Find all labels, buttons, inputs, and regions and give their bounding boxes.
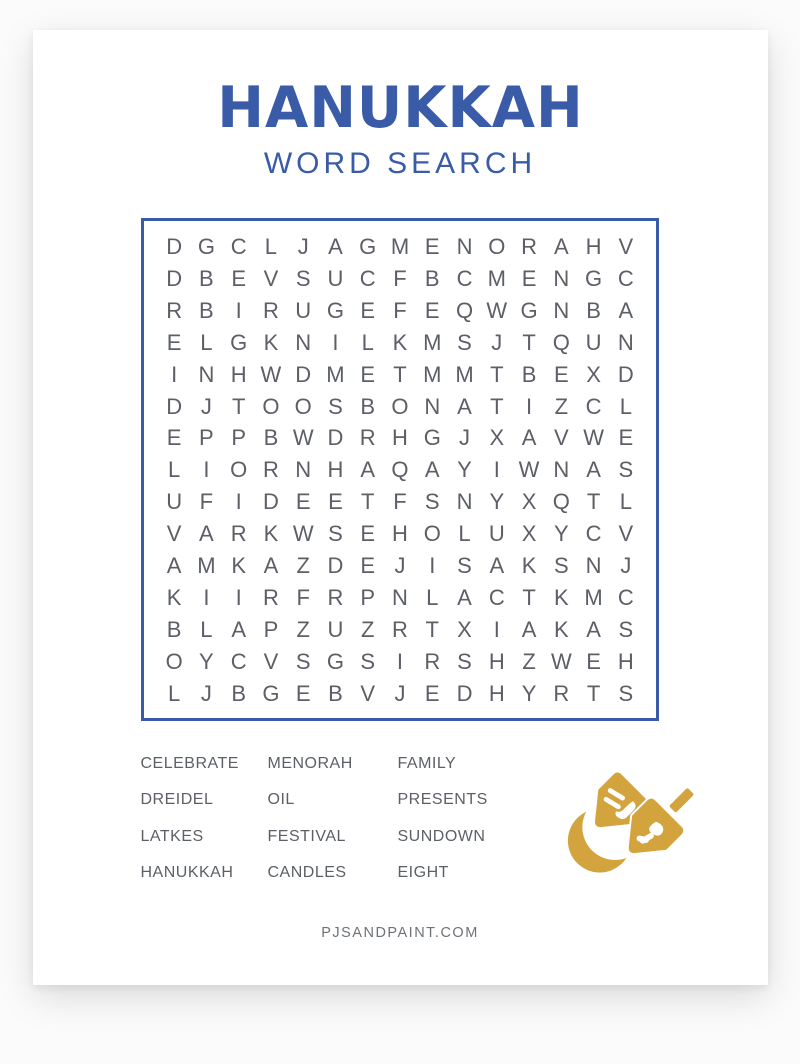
grid-letter: T — [490, 393, 504, 419]
grid-letter: C — [456, 265, 473, 291]
grid-letter: T — [231, 393, 246, 419]
grid-letter: N — [585, 553, 602, 579]
grid-letter: I — [235, 297, 242, 323]
grid-letter: Y — [457, 457, 472, 483]
grid-letter: V — [263, 648, 279, 674]
grid-letter: M — [455, 361, 474, 387]
grid-letter: K — [553, 584, 569, 610]
word-list-column-1 — [141, 755, 268, 901]
grid-letter: Y — [553, 521, 569, 547]
grid-letter: E — [231, 265, 246, 291]
grid-letter: I — [203, 584, 210, 610]
word-list-column-3 — [398, 755, 548, 901]
grid-letter: E — [360, 521, 376, 547]
grid-letter: P — [199, 425, 214, 451]
grid-letter: R — [262, 457, 279, 483]
dreidel-icon — [560, 751, 705, 891]
grid-letter: G — [585, 265, 603, 291]
grid-letter: I — [235, 584, 242, 610]
grid-letter: R — [166, 297, 183, 323]
grid-letter: A — [457, 584, 472, 610]
grid-letter: T — [393, 361, 407, 387]
grid-letter: D — [262, 489, 279, 515]
grid-letter: Z — [522, 648, 536, 674]
grid-letter: W — [518, 457, 540, 483]
grid-letter: L — [200, 329, 213, 355]
grid-letter: E — [553, 361, 569, 387]
grid-letter: J — [200, 393, 212, 419]
grid-letter: E — [586, 648, 601, 674]
grid-letter: B — [166, 616, 182, 642]
grid-letter: M — [423, 329, 442, 355]
grid-letter: W — [486, 297, 508, 323]
grid-letter: X — [457, 616, 472, 642]
grid-letter: R — [327, 584, 344, 610]
grid-letter: S — [360, 648, 376, 674]
grid-letter: A — [424, 457, 440, 483]
grid-letter: M — [326, 361, 345, 387]
grid-letter: V — [166, 521, 182, 547]
word-item: CANDLES — [267, 864, 347, 882]
grid-letter: K — [263, 329, 279, 355]
grid-letter: H — [488, 648, 505, 674]
grid-letter: U — [295, 297, 312, 323]
grid-letter: B — [263, 425, 279, 451]
grid-letter: A — [586, 457, 601, 483]
grid-letter: A — [360, 457, 376, 483]
grid-letter: D — [456, 680, 473, 706]
grid-letter: G — [262, 680, 280, 706]
grid-letter: F — [393, 265, 407, 291]
grid-letter: Z — [554, 393, 569, 419]
grid-letter: B — [360, 393, 376, 419]
grid-letter: F — [393, 297, 407, 323]
grid-letter: C — [585, 393, 602, 419]
word-item: DREIDEL — [140, 791, 214, 809]
grid-letter: O — [488, 234, 506, 259]
word-list-column-2 — [268, 755, 398, 901]
grid-letter: I — [171, 361, 178, 387]
grid-letter: N — [553, 297, 570, 323]
grid-letter: O — [294, 393, 312, 419]
grid-letter: M — [423, 361, 442, 387]
grid-letter: A — [586, 616, 601, 642]
grid-letter: D — [327, 553, 344, 579]
grid-letter: E — [166, 329, 182, 355]
grid-letter: K — [392, 329, 408, 355]
grid-letter: A — [328, 234, 343, 259]
grid-letter: A — [231, 616, 246, 642]
grid-letter: M — [390, 234, 410, 259]
grid-letter: T — [586, 680, 601, 706]
grid-letter: W — [292, 425, 314, 451]
grid-letter: N — [553, 457, 570, 483]
grid-letter: S — [328, 393, 343, 419]
grid-letter: M — [584, 584, 603, 610]
grid-letter: L — [264, 234, 278, 259]
grid-letter: V — [553, 425, 569, 451]
word-search-grid — [141, 218, 659, 721]
grid-letter: K — [263, 521, 279, 547]
grid-letter: U — [327, 265, 344, 291]
grid-letter: P — [231, 425, 246, 451]
grid-letter: Z — [361, 616, 375, 642]
grid-letter: H — [327, 457, 344, 483]
grid-letter: I — [525, 393, 533, 419]
grid-letter: H — [585, 234, 602, 259]
grid-letter: T — [425, 616, 439, 642]
grid-letter: Z — [296, 553, 310, 579]
grid-letter: S — [424, 489, 440, 515]
grid-letter: W — [292, 521, 314, 547]
grid-letter: G — [359, 234, 377, 259]
grid-letter: W — [550, 648, 572, 674]
grid-letter: R — [392, 616, 408, 642]
grid-letter: H — [617, 648, 634, 674]
grid-letter: J — [394, 553, 406, 579]
grid-letter: A — [521, 425, 537, 451]
grid-letter: W — [260, 361, 282, 387]
grid-letter: L — [619, 393, 632, 419]
grid-letter: N — [617, 329, 634, 355]
grid-letter: S — [457, 648, 472, 674]
footer-url: PJSANDPAINT.COM — [321, 924, 479, 941]
grid-letter: R — [262, 297, 279, 323]
grid-letter: J — [200, 680, 212, 706]
grid-letter: E — [424, 234, 440, 259]
grid-letter: F — [296, 584, 310, 610]
grid-letter: L — [426, 584, 439, 610]
grid-letter: Q — [455, 297, 474, 323]
worksheet-card — [33, 30, 768, 985]
grid-letter: U — [166, 489, 183, 515]
grid-letter: V — [618, 234, 634, 259]
grid-letter: L — [200, 616, 213, 642]
grid-letter: N — [424, 393, 441, 419]
grid-letter: L — [619, 489, 632, 515]
grid-letter: D — [166, 265, 183, 291]
grid-letter: N — [392, 584, 408, 610]
grid-letter: H — [392, 521, 408, 547]
grid-letter: X — [521, 489, 537, 515]
grid-letter: J — [297, 234, 309, 259]
grid-letter: S — [618, 457, 634, 483]
grid-letter: V — [360, 680, 376, 706]
grid-letter: I — [493, 616, 500, 642]
grid-letter: P — [263, 616, 279, 642]
grid-letter: S — [295, 265, 311, 291]
grid-letter: B — [328, 680, 343, 706]
grid-letter: E — [424, 297, 440, 323]
grid-letter: K — [231, 553, 246, 579]
grid-letter: N — [295, 329, 312, 355]
grid-letter: A — [553, 234, 569, 259]
page-subtitle: WORD SEARCH — [263, 147, 537, 180]
grid-letter: L — [458, 521, 471, 547]
grid-letter: R — [553, 680, 570, 706]
grid-letter: M — [197, 553, 216, 579]
grid-letter: S — [328, 521, 343, 547]
grid-letter: T — [522, 329, 536, 355]
grid-letter: V — [618, 521, 634, 547]
grid-letter: J — [491, 329, 503, 355]
grid-letter: A — [521, 616, 537, 642]
grid-letter: M — [487, 265, 506, 291]
word-item: HANUKKAH — [140, 864, 234, 882]
grid-letter: O — [391, 393, 409, 419]
grid-letter: H — [488, 680, 505, 706]
grid-letter: T — [490, 361, 504, 387]
grid-letter: N — [295, 457, 312, 483]
grid-letter: R — [424, 648, 441, 674]
grid-letter: T — [522, 584, 536, 610]
grid-letter: N — [198, 361, 215, 387]
grid-letter: T — [361, 489, 375, 515]
grid-letter: K — [521, 553, 537, 579]
grid-letter: A — [489, 553, 505, 579]
word-item: MENORAH — [267, 754, 353, 772]
grid-letter: B — [199, 265, 214, 291]
grid-letter: E — [360, 553, 376, 579]
grid-letter: S — [618, 680, 634, 706]
grid-letter: C — [617, 265, 634, 291]
grid-letter: E — [295, 489, 311, 515]
grid-letter: R — [262, 584, 279, 610]
grid-letter: A — [166, 553, 182, 579]
grid-letter: B — [521, 361, 537, 387]
word-item: FAMILY — [397, 754, 457, 772]
grid-letter: K — [553, 616, 569, 642]
grid-letter: C — [617, 584, 634, 610]
grid-letter: E — [328, 489, 343, 515]
grid-letter: H — [392, 425, 408, 451]
grid-letter: K — [166, 584, 182, 610]
grid-letter: T — [586, 489, 601, 515]
grid-letter: G — [520, 297, 538, 323]
word-item: PRESENTS — [397, 791, 488, 809]
word-item: SUNDOWN — [397, 827, 486, 845]
grid-letter: S — [553, 553, 569, 579]
word-item: LATKES — [140, 827, 204, 845]
grid-letter: Y — [521, 680, 537, 706]
grid-letter: B — [586, 297, 601, 323]
grid-letter: R — [521, 234, 537, 259]
grid-letter: O — [423, 521, 441, 547]
grid-letter: G — [326, 648, 345, 674]
grid-letter: E — [295, 680, 311, 706]
grid-letter: E — [360, 361, 376, 387]
grid-letter: S — [618, 616, 634, 642]
grid-letter: I — [203, 457, 210, 483]
grid-letter: J — [620, 553, 632, 579]
grid-letter: X — [489, 425, 505, 451]
grid-letter: L — [361, 329, 374, 355]
grid-letter: N — [456, 489, 473, 515]
grid-letter: F — [393, 489, 407, 515]
grid-letter: G — [423, 425, 441, 451]
grid-letter: X — [521, 521, 537, 547]
grid-letter: O — [262, 393, 280, 419]
grid-letter: Q — [391, 457, 409, 483]
word-item: CELEBRATE — [140, 754, 239, 772]
grid-letter: A — [199, 521, 214, 547]
grid-letter: B — [199, 297, 214, 323]
grid-letter: D — [617, 361, 634, 387]
grid-letter: I — [332, 329, 339, 355]
grid-letter: S — [295, 648, 311, 674]
grid-letter: C — [488, 584, 505, 610]
grid-letter: S — [457, 329, 472, 355]
grid-letter: G — [230, 329, 248, 355]
word-item: FESTIVAL — [267, 827, 346, 845]
grid-letter: N — [553, 265, 570, 291]
grid-letter: F — [199, 489, 214, 515]
grid-letter: E — [166, 425, 182, 451]
word-item: EIGHT — [397, 864, 449, 882]
grid-letter: I — [429, 553, 436, 579]
grid-letter: B — [424, 265, 440, 291]
grid-letter: E — [360, 297, 376, 323]
grid-letter: A — [618, 297, 634, 323]
grid-letter: D — [166, 234, 183, 259]
grid-letter: Q — [552, 329, 570, 355]
grid-letter: I — [493, 457, 500, 483]
grid-letter: D — [295, 361, 312, 387]
grid-letter: R — [230, 521, 247, 547]
grid-letter: Z — [296, 616, 310, 642]
grid-letter: Y — [489, 489, 505, 515]
grid-letter: N — [456, 234, 473, 259]
grid-letter: P — [360, 584, 376, 610]
grid-letter: O — [230, 457, 248, 483]
grid-letter: E — [618, 425, 634, 451]
grid-letter: L — [168, 457, 181, 483]
grid-letter: Y — [199, 648, 214, 674]
grid-letter: E — [521, 265, 537, 291]
grid-letter: C — [230, 234, 247, 259]
grid-letter: E — [424, 680, 440, 706]
grid-letter: B — [231, 680, 246, 706]
page-title: HANUKKAH — [216, 75, 584, 141]
grid-letter: U — [585, 329, 602, 355]
word-item: OIL — [267, 791, 295, 809]
grid-letter: H — [230, 361, 247, 387]
grid-letter: V — [263, 265, 279, 291]
grid-letter: G — [197, 234, 215, 259]
grid-letter: U — [488, 521, 505, 547]
grid-letter: G — [326, 297, 345, 323]
grid-letter: Q — [552, 489, 570, 515]
grid-letter: C — [230, 648, 247, 674]
grid-letter: C — [359, 265, 376, 291]
grid-letter: D — [327, 425, 344, 451]
grid-letter: C — [585, 521, 602, 547]
word-list-section — [141, 755, 768, 901]
grid-letter: S — [457, 553, 472, 579]
grid-letter: A — [457, 393, 472, 419]
grid-letter: J — [459, 425, 471, 451]
grid-letter: X — [586, 361, 601, 387]
grid-letter: R — [359, 425, 376, 451]
grid-letter: J — [394, 680, 406, 706]
grid-letter: I — [396, 648, 404, 674]
grid-letter: D — [166, 393, 183, 419]
grid-letter: O — [165, 648, 183, 674]
grid-letter: A — [263, 553, 279, 579]
grid-letter: I — [235, 489, 242, 515]
grid-letter: L — [168, 680, 181, 706]
grid-letter: W — [583, 425, 604, 451]
grid-letter: U — [327, 616, 344, 642]
